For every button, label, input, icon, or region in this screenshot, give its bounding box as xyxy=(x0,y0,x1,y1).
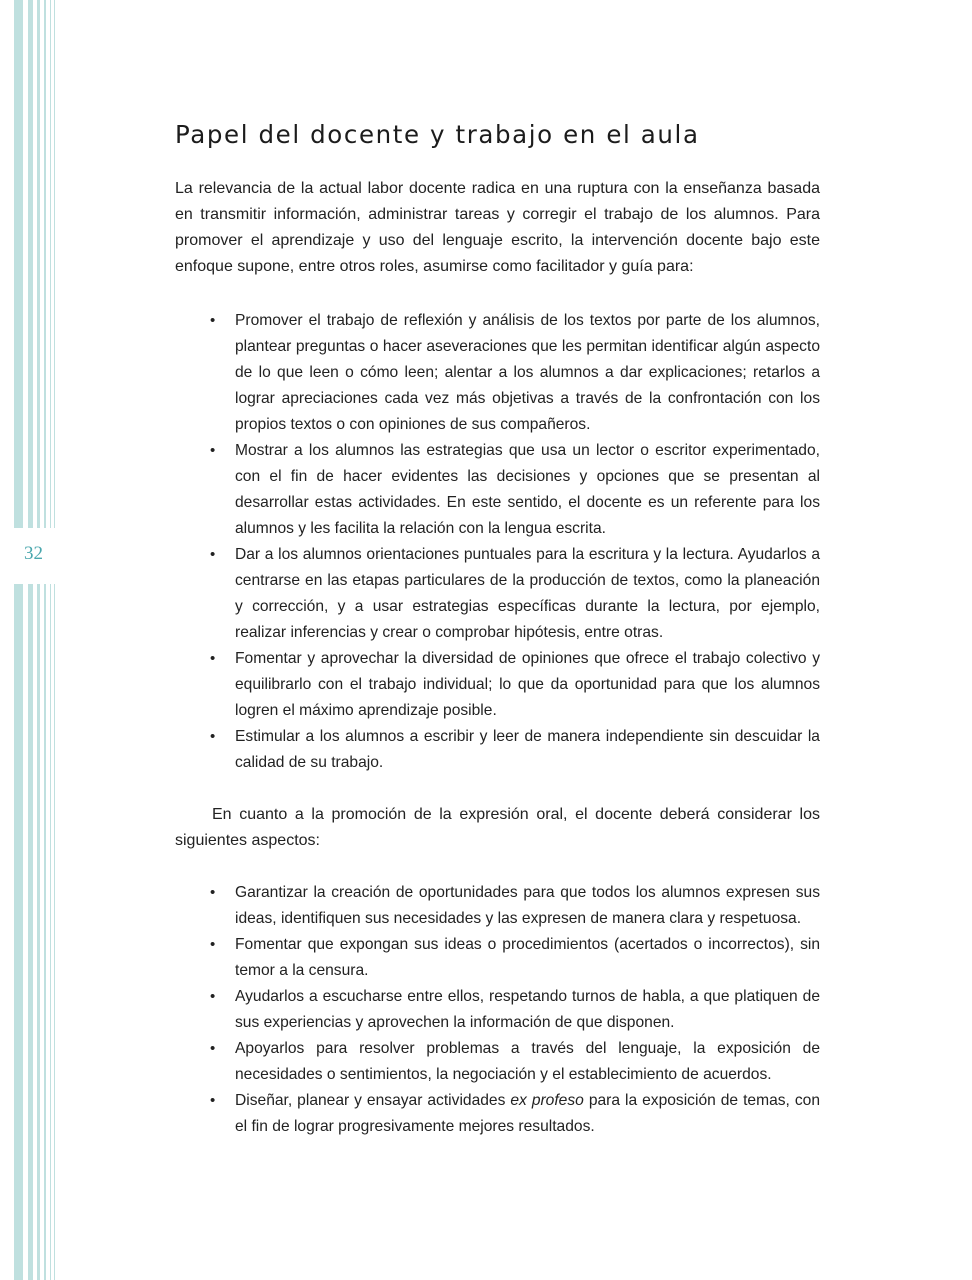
bullet-icon: • xyxy=(210,650,216,667)
list-item-text: Apoyarlos para resolver problemas a través del lenguaje, la exposición de necesidades o sentimientos, la negociación y el establecimiento de acuerdos. xyxy=(235,1040,820,1083)
oral-aspects-list xyxy=(175,880,820,1140)
list-item xyxy=(210,880,820,932)
list-item-text: Garantizar la creación de oportunidades para que todos los alumnos expresen sus ideas, identifiquen sus necesidades y las expresen de manera clara y respetuosa. xyxy=(235,884,820,927)
margin-stripes-bottom xyxy=(0,584,60,1280)
teacher-roles-list xyxy=(175,308,820,776)
list-item-text: Mostrar a los alumnos las estrategias que usa un lector o escritor experimentado, con el fin de hacer evidentes las decisiones y opciones que se presentan al desarrollar estas actividades. En este sentido, el docente es un referente para los alumnos y les facilita la relación con la lengua escrita. xyxy=(235,442,820,537)
bullet-icon: • xyxy=(210,728,216,745)
list-item-text: Promover el trabajo de reflexión y análisis de los textos por parte de los alumnos, plantear preguntas o hacer aseveraciones que les permitan identificar algún aspecto de lo que leen o cómo leen; alentar a los alumnos a dar explicaciones; retarlos a lograr apreciaciones cada vez más objetivas a través de la confrontación con los propios textos o con opiniones de sus compañeros. xyxy=(235,312,820,433)
list-item-text-before: Diseñar, planear y ensayar actividades xyxy=(235,1092,511,1109)
margin-stripes-top xyxy=(0,0,60,528)
bullet-icon: • xyxy=(210,1092,216,1109)
list-item xyxy=(210,308,820,438)
bullet-icon: • xyxy=(210,884,216,901)
list-item xyxy=(210,646,820,724)
list-item-text: Fomentar y aprovechar la diversidad de opiniones que ofrece el trabajo colectivo y equilibrarlo con el trabajo individual; lo que da oportunidad para que los alumnos logren el máximo aprendizaje posible. xyxy=(235,650,820,719)
bullet-icon: • xyxy=(210,988,216,1005)
list-item xyxy=(210,542,820,646)
list-item xyxy=(210,1036,820,1088)
list-item-text: Estimular a los alumnos a escribir y leer de manera independiente sin descuidar la calidad de su trabajo. xyxy=(235,728,820,771)
list-item-text: Ayudarlos a escucharse entre ellos, respetando turnos de habla, a que platiquen de sus experiencias y aprovechen la información de que disponen. xyxy=(235,988,820,1031)
bullet-icon: • xyxy=(210,936,216,953)
list-item xyxy=(210,724,820,776)
oral-expression-paragraph: En cuanto a la promoción de la expresión oral, el docente deberá considerar los siguientes aspectos: xyxy=(175,806,820,849)
bullet-icon: • xyxy=(210,312,216,329)
intro-paragraph: La relevancia de la actual labor docente radica en una ruptura con la enseñanza basada en transmitir información, administrar tareas y corregir el trabajo de los alumnos. Para promover el aprendizaje y uso del lenguaje escrito, la intervención docente bajo este enfoque supone, entre otros roles, asumirse como facilitador y guía para: xyxy=(175,180,820,275)
bullet-icon: • xyxy=(210,442,216,459)
list-item xyxy=(210,1088,820,1140)
page-content xyxy=(175,119,820,1140)
list-item-text: Fomentar que expongan sus ideas o procedimientos (acertados o incorrectos), sin temor a la censura. xyxy=(235,936,820,979)
list-item xyxy=(210,438,820,542)
bullet-icon: • xyxy=(210,1040,216,1057)
list-item-text-after: para la exposición de temas, con el fin de lograr progresivamente mejores resultados. xyxy=(235,1092,820,1135)
list-item-text: Dar a los alumnos orientaciones puntuales para la escritura y la lectura. Ayudarlos a centrarse en las etapas particulares de la producción de textos, como la planeación y corrección, y a usar estrategias específicas durante la lectura, por ejemplo, realizar inferencias y crear o comprobar hipótesis, entre otras. xyxy=(235,546,820,641)
bullet-icon: • xyxy=(210,546,216,563)
page-number: 32 xyxy=(24,543,43,564)
section-title: Papel del docente y trabajo en el aula xyxy=(175,120,700,149)
list-item xyxy=(210,932,820,984)
list-item xyxy=(210,984,820,1036)
list-item-emphasis: ex profeso xyxy=(510,1092,584,1109)
